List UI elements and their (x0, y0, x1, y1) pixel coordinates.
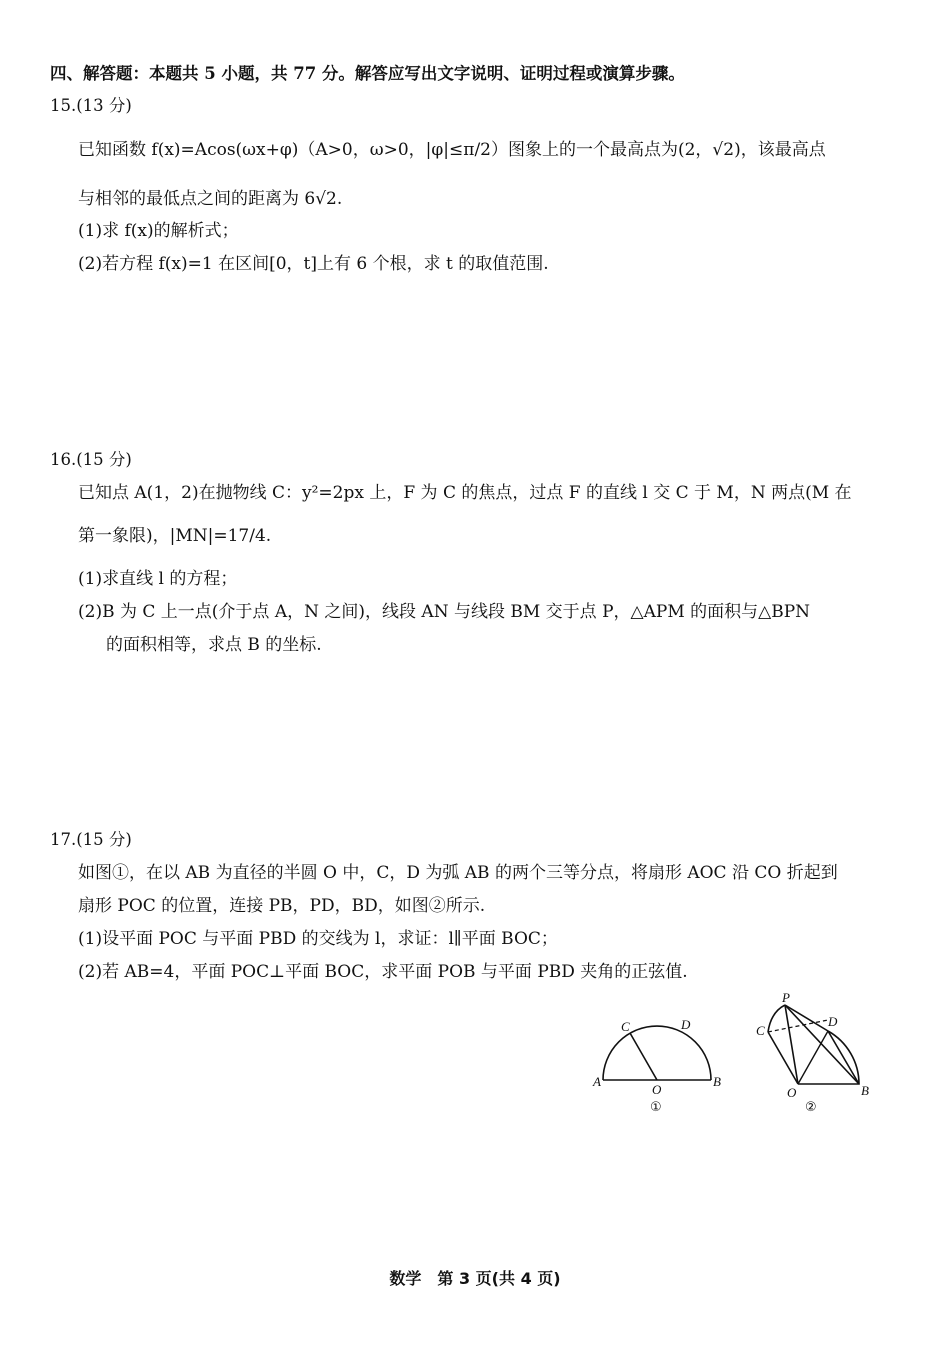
question-15-part-2: (2)若方程 f(x)=1 在区间[0，t]上有 6 个根，求 t 的取值范围. (78, 254, 549, 274)
question-17-line-2: 扇形 POC 的位置，连接 PB，PD，BD，如图②所示. (78, 896, 486, 916)
question-15-line-2: 与相邻的最低点之间的距离为 6√2. (78, 189, 343, 209)
question-16-part-2: (2)B 为 C 上一点(介于点 A，N 之间)，线段 AN 与线段 BM 交于点 P，△APM 的面积与△BPN (78, 602, 811, 622)
question-16-line-1: 已知点 A(1，2)在抛物线 C：y²=2px 上，F 为 C 的焦点，过点 F 的直线 l 交 C 于 M，N 两点(M 在 (78, 483, 852, 503)
label-o2: O (787, 1085, 797, 1100)
semicircle-arc (603, 1026, 711, 1080)
question-15-number: 15.(13 分) (50, 96, 132, 115)
label-d: D (681, 1017, 691, 1032)
label-o: O (652, 1082, 662, 1097)
question-17-line-1: 如图①，在以 AB 为直径的半圆 O 中，C，D 为弧 AB 的两个三等分点，将扇形 AOC 沿 CO 折起到 (78, 863, 838, 883)
question-16-line-2: 第一象限)，|MN|=17/4. (78, 526, 272, 546)
geometry-figure-svg (585, 990, 885, 1120)
question-15-line-1: 已知函数 f(x)=Acos(ωx+φ)（A>0，ω>0，|φ|≤π/2）图象上的一个最高点为(2，√2)，该最高点 (78, 140, 826, 160)
question-15-part-1: (1)求 f(x)的解析式； (78, 221, 239, 241)
label-b: B (713, 1074, 721, 1089)
segment-od (798, 1031, 828, 1084)
label-c2: C (756, 1023, 765, 1038)
label-b2: B (861, 1083, 869, 1098)
label-c: C (621, 1019, 630, 1034)
page-footer: 数学 第 3 页(共 4 页) (389, 1269, 561, 1288)
label-p: P (782, 990, 790, 1005)
question-16-part-1: (1)求直线 l 的方程； (78, 569, 238, 589)
figure-2-caption: ② (805, 1100, 817, 1115)
radius-oc (630, 1033, 657, 1080)
segment-bd (828, 1031, 859, 1084)
section-header: 四、解答题：本题共 5 小题，共 77 分。解答应写出文字说明、证明过程或演算步骤。 (50, 64, 685, 83)
arc-pc (768, 1005, 785, 1032)
geometry-figure (585, 990, 885, 1124)
figure-2 (756, 990, 869, 1115)
figure-1 (592, 1017, 721, 1115)
figure-1-caption: ① (650, 1100, 662, 1115)
question-17-part-2: (2)若 AB=4，平面 POC⊥平面 BOC，求平面 POB 与平面 PBD 夹角的正弦值. (78, 962, 688, 982)
question-16-part-2-cont: 的面积相等，求点 B 的坐标. (106, 635, 322, 655)
label-a: A (593, 1074, 601, 1089)
question-16-number: 16.(15 分) (50, 450, 132, 469)
arc-db (798, 1031, 859, 1084)
question-17-number: 17.(15 分) (50, 830, 132, 849)
question-17-part-1: (1)设平面 POC 与平面 PBD 的交线为 l，求证：l∥平面 BOC； (78, 929, 558, 949)
label-d2: D (828, 1014, 838, 1029)
